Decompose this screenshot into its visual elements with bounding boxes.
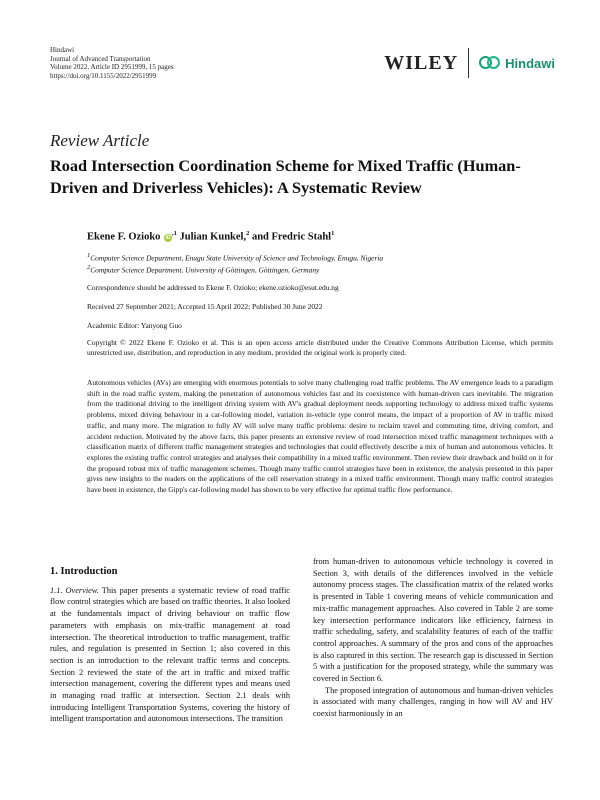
volume-info: Volume 2022, Article ID 2951999, 15 pages (50, 63, 174, 72)
subsection-lead-overview: 1.1. Overview. (50, 585, 99, 595)
abstract: Autonomous vehicles (AVs) are emerging with enormous potentials to solve many challenging road traffic problems. The AV emergence leads to a paradigm shift in the road traffic system, making the penetration of autonomous vehicles fast and its coexistence with human-driven cars inevitable. The migration from the traditional driving to the intelligent driving system with AV's gradual deployment needs supporting technology to address mixed traffic systems problems, mixed driving behaviour in a car-following model, variation in-vehicle type control means, the impact of a proportion of AV in traffic mixed traffic, and many more. The migration to fully AV will solve many traffic problems: desire to reclaim travel and commuting time, driving comfort, and accident reduction. Motivated by the above facts, this paper presents an extensive review of road intersection mixed traffic management techniques with a classification matrix of different traffic management strategies and technologies that could effectively describe a mix of human and autonomous vehicles. It explores the existing traffic control strategies and analyses their compatibility in a mixed traffic environment. Then review their drawback and build on it for the proposed robust mix of traffic management schemes. Though many traffic control strategies have been in existence, the analysis presented in this paper gives new insights to the readers on the applications of the cell reservation strategy in a mixed traffic environment. Though many traffic control strategies have been in existence, the Gipp's car-following model has shown to be very effective for optimal traffic flow performance. (87, 378, 553, 495)
intro-paragraph-1-text: This paper presents a systematic review of road traffic flow control strategies which are based on traffic theories. It also looked at the fundamentals impact of driving behaviour on traffic flow parameters with emphasis on mix-traffic management at road intersection. The theoretical introduction to traffic management, traffic rules, and regulation is presented in Section 1; also covered in this section is an introduction to the relevant traffic terms and concepts. Section 2 reviewed the state of the art in traffic and mixed traffic intersection management, covering the different types and means used in managing road traffic at intersection. Section 2.1 deals with introducing Intelligent Transportation Systems, covering the history of intelligent transportation and autonomous intersections. The transition (50, 585, 290, 724)
correspondence: Correspondence should be addressed to Ekene F. Ozioko; ekene.ozioko@esut.edu.ng (87, 283, 339, 292)
article-title: Road Intersection Coordination Scheme for Mixed Traffic (Human-Driven and Driverless Vehicles): A Systematic Review (50, 156, 521, 197)
body-column-right (313, 556, 553, 720)
affiliation-2-num: 2 (87, 264, 91, 271)
hindawi-rings-icon (479, 55, 501, 71)
orcid-icon[interactable]: iD (165, 234, 171, 241)
body-column-left (50, 560, 290, 725)
author-3[interactable]: and Fredric Stahl (249, 231, 332, 243)
journal-info (50, 46, 174, 80)
author-3-affil: 1 (331, 230, 335, 237)
intro-paragraph-3: The proposed integration of autonomous and human-driven vehicles is associated with many challenges, ranging in how will AV and HV coexist harmoniously in an (313, 685, 553, 719)
article-dates: Received 27 September 2021; Accepted 15 April 2022; Published 30 June 2022 (87, 302, 323, 311)
author-1[interactable]: Ekene F. Ozioko (87, 231, 161, 243)
wiley-logo: WILEY (384, 51, 459, 74)
hindawi-logo (479, 55, 555, 71)
affiliation-2 (87, 264, 319, 274)
affiliation-2-text: Computer Science Department, University of Göttingen, Göttingen, Germany (90, 265, 320, 275)
article-type: Review Article (50, 131, 150, 150)
affiliation-1 (87, 252, 383, 262)
author-2-affil: 2 (246, 230, 250, 237)
journal-name: Journal of Advanced Transportation (50, 54, 151, 63)
academic-editor: Academic Editor: Yanyong Guo (87, 321, 182, 330)
publisher-name: Hindawi (50, 46, 75, 54)
author-2[interactable]: Julian Kunkel, (176, 231, 247, 243)
author-list (87, 230, 334, 243)
publisher-brand (384, 48, 555, 78)
doi-link[interactable]: https://doi.org/10.1155/2022/2951999 (50, 71, 157, 80)
copyright-notice: Copyright © 2022 Ekene F. Ozioko et al. This is an open access article distributed under the Creative Commons Attribution License, which permits unrestricted use, distribution, and reproduction in any medium, provided the original work is properly cited. (87, 338, 553, 358)
intro-paragraph-1 (50, 585, 290, 725)
hindawi-wordmark: Hindawi (505, 55, 555, 71)
affiliation-1-text: Computer Science Department, Enugu State University of Science and Technology, Enugu, Nigeria (90, 253, 384, 263)
brand-divider (468, 48, 469, 78)
section-heading-introduction: 1. Introduction (50, 566, 118, 577)
author-1-affil: ,1 (172, 230, 177, 237)
affiliation-1-num: 1 (87, 252, 91, 259)
intro-paragraph-2: from human-driven to autonomous vehicle technology is covered in Section 3, with details of the differences involved in the vehicle autonomy process stages. The classification matrix of the related works is presented in Table 1 covering means of vehicle communication and mix-traffic management approaches. Also covered in Table 2 are some key intersection performance indicators like efficiency, fairness in traffic scheduling, safety, and scalability features of each of the traffic control approaches. A summary of the pros and cons of the approaches is also captured in this section. The research gap is discussed in Section 5 with a justification for the proposed strategy, while the summary was covered in Section 6. (313, 557, 553, 684)
